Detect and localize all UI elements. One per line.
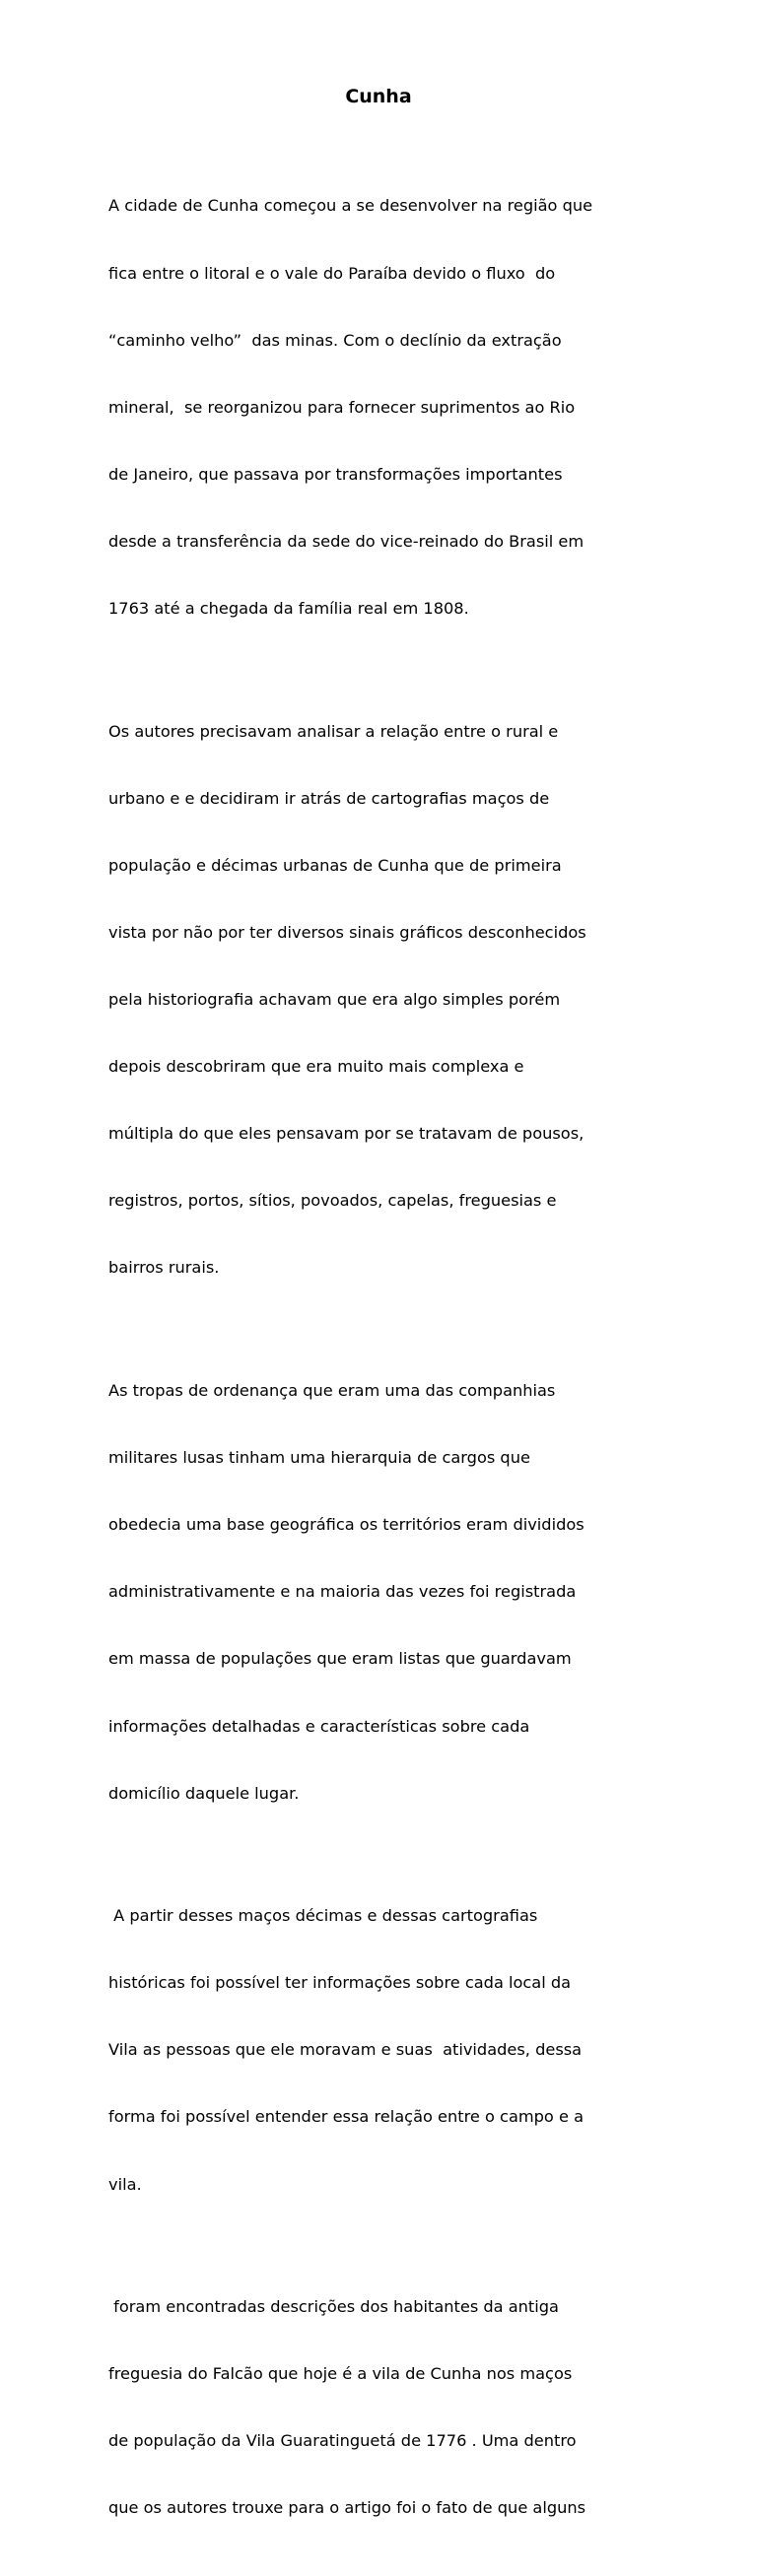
text-line: em massa de populações que eram listas que guardavam (108, 1649, 572, 1669)
text-line: vila. (108, 2174, 142, 2194)
text-line: desde a transferência da sede do vice-reinado do Brasil em (108, 531, 585, 551)
text-line: A partir desses maços décimas e dessas cartografias (108, 1906, 538, 1926)
text-line: bairros rurais. (108, 1258, 220, 1278)
text-line: urbano e e decidiram ir atrás de cartografias maços de (108, 788, 550, 808)
text-line: forma foi possível entender essa relação entre o campo e a (108, 2107, 584, 2127)
text-line: pela historiografia achavam que era algo simples porém (108, 990, 561, 1010)
paragraph (108, 676, 656, 1324)
text-line: informações detalhadas e características sobre cada (108, 1716, 530, 1736)
text-line: depois descobriram que era muito mais complexa e (108, 1057, 524, 1077)
text-line: que os autores trouxe para o artigo foi o fato de que alguns (108, 2498, 586, 2518)
paragraph (108, 1861, 656, 2241)
text-line: foram encontradas descrições dos habitantes da antiga (108, 2297, 559, 2317)
text-line: de população da Vila Guaratinguetá de 1776 . Uma dentro (108, 2431, 577, 2451)
text-line: administrativamente e na maioria das vezes foi registrada (108, 1582, 577, 1602)
text-line: fica entre o litoral e o vale do Paraíba devido o fluxo do (108, 263, 556, 283)
text-line: obedecia uma base geográfica os territórios eram divididos (108, 1515, 585, 1535)
text-line: Os autores precisavam analisar a relação entre o rural e (108, 721, 559, 741)
text-line: freguesia do Falcão que hoje é a vila de Cunha nos maços (108, 2364, 573, 2384)
text-line: 1763 até a chegada da família real em 1808. (108, 599, 469, 619)
paragraph (108, 1336, 656, 1850)
paragraph (108, 151, 656, 665)
text-line: “caminho velho” das minas. Com o declínio da extração (108, 330, 562, 350)
text-line: Vila as pessoas que ele moravam e suas atividades, dessa (108, 2040, 583, 2060)
text-line: população e décimas urbanas de Cunha que de primeira (108, 855, 562, 875)
text-line: A cidade de Cunha começou a se desenvolver na região que (108, 196, 593, 216)
text-line: domicílio daquele lugar. (108, 1783, 300, 1803)
text-line: mineral, se reorganizou para fornecer suprimentos ao Rio (108, 397, 576, 417)
text-line: registros, portos, sítios, povoados, capelas, freguesias e (108, 1191, 557, 1211)
paragraph (108, 2252, 656, 2565)
text-line: As tropas de ordenança que eram uma das companhias (108, 1380, 556, 1400)
text-line: de Janeiro, que passava por transformações importantes (108, 464, 563, 484)
text-line: múltipla do que eles pensavam por se tratavam de pousos, (108, 1124, 585, 1144)
text-line: históricas foi possível ter informações sobre cada local da (108, 1973, 572, 1993)
text-line: vista por não por ter diversos sinais gráficos desconhecidos (108, 922, 586, 942)
document-body (108, 151, 656, 2576)
document-title: Cunha (345, 86, 412, 107)
text-line: militares lusas tinham uma hierarquia de cargos que (108, 1448, 530, 1468)
